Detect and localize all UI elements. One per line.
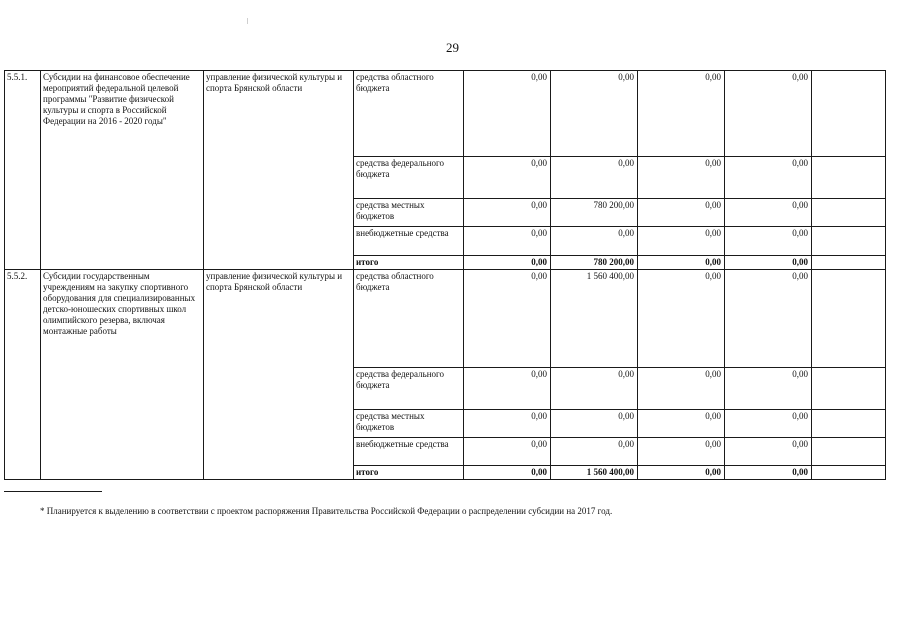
empty-cell [812, 256, 886, 270]
empty-cell [812, 466, 886, 480]
amount-cell: 0,00 [638, 227, 725, 256]
amount-cell: 0,00 [464, 410, 551, 438]
table-row [5, 270, 886, 368]
amount-cell: 0,00 [638, 157, 725, 199]
budget-table [4, 70, 886, 480]
funding-source: средства местных бюджетов [354, 410, 464, 438]
amount-cell: 0,00 [464, 227, 551, 256]
amount-cell: 0,00 [551, 71, 638, 157]
amount-cell: 0,00 [551, 368, 638, 410]
funding-source: средства федерального бюджета [354, 368, 464, 410]
empty-cell [812, 199, 886, 227]
amount-cell: 0,00 [725, 368, 812, 410]
amount-cell: 0,00 [638, 438, 725, 466]
funding-source: средства областного бюджета [354, 270, 464, 368]
funding-source: внебюджетные средства [354, 227, 464, 256]
funding-source: внебюджетные средства [354, 438, 464, 466]
empty-cell [812, 438, 886, 466]
empty-cell [812, 71, 886, 157]
footnote-divider [4, 491, 102, 492]
item-executor: управление физической культуры и спорта Брянской области [204, 270, 354, 480]
amount-cell: 0,00 [551, 227, 638, 256]
funding-source: средства местных бюджетов [354, 199, 464, 227]
amount-cell: 0,00 [464, 71, 551, 157]
amount-cell: 0,00 [725, 270, 812, 368]
amount-cell: 0,00 [464, 438, 551, 466]
empty-cell [812, 227, 886, 256]
amount-cell: 0,00 [551, 438, 638, 466]
amount-cell: 0,00 [638, 199, 725, 227]
total-amount-cell: 1 560 400,00 [551, 466, 638, 480]
funding-source: средства федерального бюджета [354, 157, 464, 199]
empty-cell [812, 368, 886, 410]
amount-cell: 0,00 [638, 368, 725, 410]
total-amount-cell: 0,00 [725, 466, 812, 480]
amount-cell: 0,00 [464, 157, 551, 199]
total-amount-cell: 0,00 [638, 466, 725, 480]
item-name: Субсидии государственным учреждениям на закупку спортивного оборудования для специализированных детско-юношеских спортивных школ олимпийского резерва, включая монтажные работы [41, 270, 204, 480]
table-row [5, 71, 886, 157]
item-code: 5.5.2. [5, 270, 41, 480]
item-code: 5.5.1. [5, 71, 41, 270]
amount-cell: 780 200,00 [551, 199, 638, 227]
total-label: итого [354, 466, 464, 480]
total-label: итого [354, 256, 464, 270]
amount-cell: 1 560 400,00 [551, 270, 638, 368]
amount-cell: 0,00 [725, 71, 812, 157]
amount-cell: 0,00 [551, 157, 638, 199]
empty-cell [812, 410, 886, 438]
total-amount-cell: 0,00 [464, 256, 551, 270]
amount-cell: 0,00 [551, 410, 638, 438]
amount-cell: 0,00 [464, 270, 551, 368]
item-executor: управление физической культуры и спорта Брянской области [204, 71, 354, 270]
total-amount-cell: 780 200,00 [551, 256, 638, 270]
empty-cell [812, 157, 886, 199]
page-number: 29 [446, 40, 459, 55]
footnote: * Планируется к выделению в соответствии с проектом распоряжения Правительства Российской Федерации о распределении субсидии на 2017 год. [40, 506, 613, 516]
item-name: Субсидии на финансовое обеспечение мероприятий федеральной целевой программы "Развитие физической культуры и спорта в Российской Федерации на 2016 - 2020 годы" [41, 71, 204, 270]
amount-cell: 0,00 [725, 438, 812, 466]
total-amount-cell: 0,00 [638, 256, 725, 270]
amount-cell: 0,00 [638, 270, 725, 368]
amount-cell: 0,00 [725, 410, 812, 438]
amount-cell: 0,00 [638, 71, 725, 157]
empty-cell [812, 270, 886, 368]
total-amount-cell: 0,00 [725, 256, 812, 270]
scan-mark [247, 18, 248, 24]
amount-cell: 0,00 [725, 199, 812, 227]
amount-cell: 0,00 [638, 410, 725, 438]
amount-cell: 0,00 [464, 199, 551, 227]
funding-source: средства областного бюджета [354, 71, 464, 157]
amount-cell: 0,00 [725, 227, 812, 256]
total-amount-cell: 0,00 [464, 466, 551, 480]
amount-cell: 0,00 [464, 368, 551, 410]
amount-cell: 0,00 [725, 157, 812, 199]
